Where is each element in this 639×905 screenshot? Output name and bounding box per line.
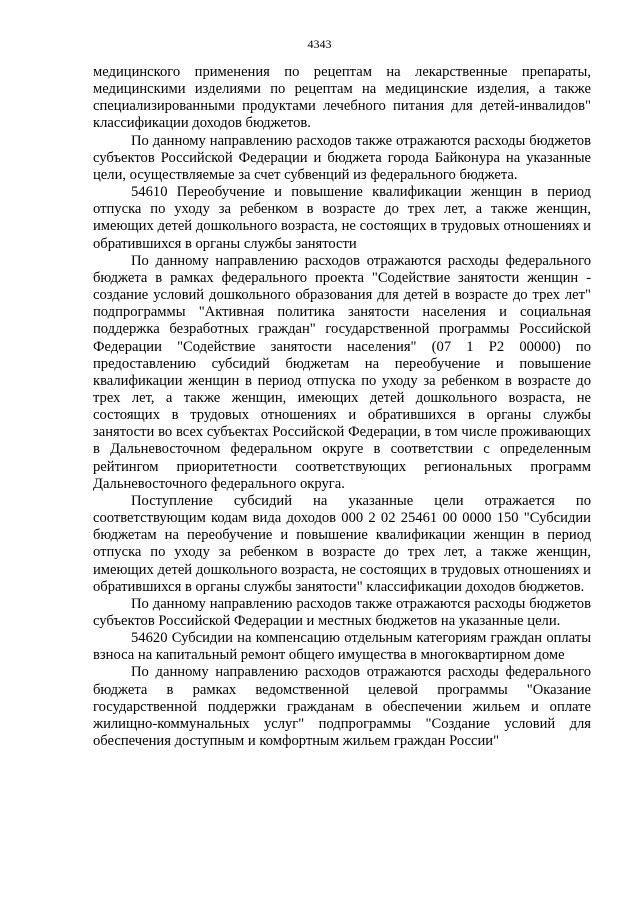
paragraph-54610-description: По данному направлению расходов отражаются расходы федерального бюджета в рамках федерального проекта "Содействие занятости женщин - создание условий дошкольного образования для детей в возрасте до трех лет" подпрограммы "Активная политика занятости населения и социальная поддержка безработных граждан" государственной программы Российской Федерации "Содействие занятости населения" (07 1 P2 00000) по предоставлению субсидий бюджетам на переобучение и повышение квалификации женщин в период отпуска по уходу за ребенком в возрасте до трех лет, а также женщин, имеющих детей дошкольного возраста, не состоящих в трудовых отношениях и обратившихся в органы службы занятости во всех субъектах Российской Федерации, в том числе проживающих в Дальневосточном федеральном округе в соответствии с определенным рейтингом приоритетности соответствующих региональных программ Дальневосточного федерального округа.: [93, 252, 591, 492]
paragraph-continuation: медицинского применения по рецептам на лекарственные препараты, медицинскими изделиями по рецептам на медицинские изделия, а также специализированными продуктами лечебного питания для детей-инвалидов" классификации доходов бюджетов.: [93, 64, 591, 132]
paragraph-heading-54620: 54620 Субсидии на компенсацию отдельным категориям граждан оплаты взноса на капитальный ремонт общего имущества в многоквартирном доме: [93, 630, 591, 664]
paragraph-54610-local-budgets-note: По данному направлению расходов также отражаются расходы бюджетов субъектов Российской Федерации и местных бюджетов на указанные цели.: [93, 595, 591, 629]
paragraph-54610-income-codes: Поступление субсидий на указанные цели отражается по соответствующим кодам вида доходов 000 2 02 25461 00 0000 150 "Субсидии бюджетам на переобучение и повышение квалификации женщин в период отпуска по уходу за ребенком в возрасте до трех лет, а также женщин, имеющих детей дошкольного возраста, не состоящих в трудовых отношениях и обратившихся в органы службы занятости" классификации доходов бюджетов.: [93, 492, 591, 595]
page-number: 4343: [307, 37, 332, 51]
document-body: [93, 64, 591, 750]
paragraph-54620-description: По данному направлению расходов отражаются расходы федерального бюджета в рамках ведомственной целевой программы "Оказание государственной поддержки гражданам в обеспечении жильем и оплате жилищно-коммунальных услуг" подпрограммы "Создание условий для обеспечения доступным и комфортным жильем граждан России": [93, 664, 591, 750]
paragraph-heading-54610: 54610 Переобучение и повышение квалификации женщин в период отпуска по уходу за ребенком в возрасте до трех лет, а также женщин, имеющих детей дошкольного возраста, не состоящих в трудовых отношениях и обратившихся в органы службы занятости: [93, 184, 591, 252]
paragraph-subject-budgets-note: По данному направлению расходов также отражаются расходы бюджетов субъектов Российской Федерации и бюджета города Байконура на указанные цели, осуществляемые за счет субвенций из федерального бюджета.: [93, 132, 591, 183]
